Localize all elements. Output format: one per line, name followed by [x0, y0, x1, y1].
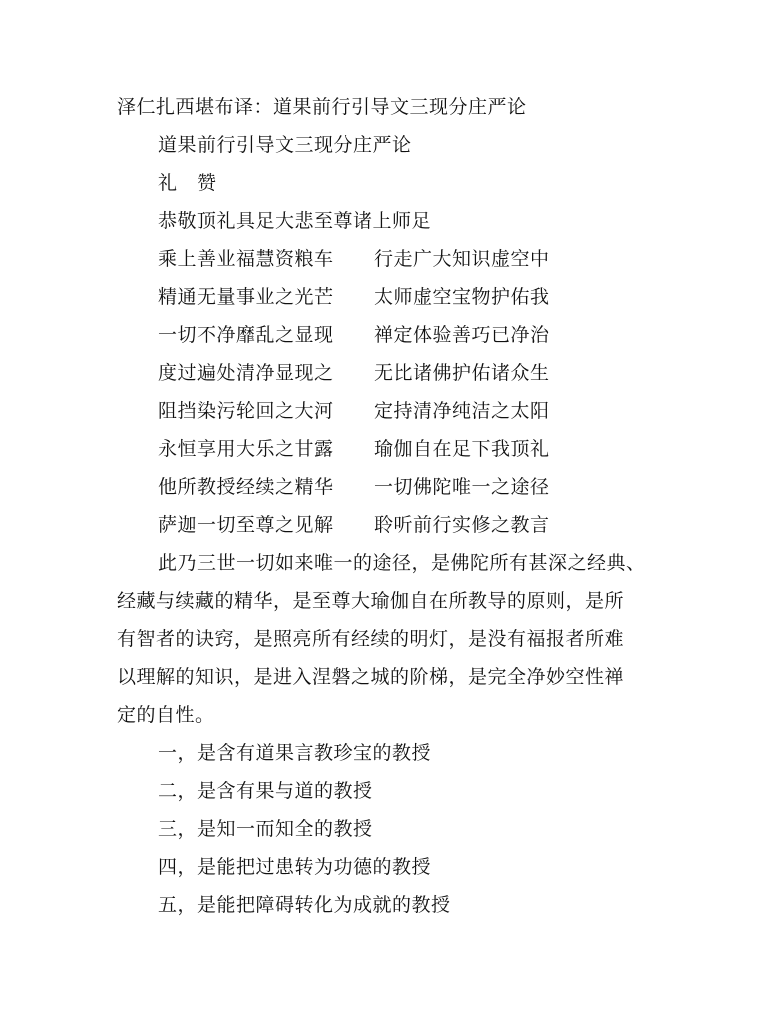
verse-line — [158, 399, 550, 423]
verse-first-half: 永恒享用大乐之甘露 — [158, 438, 334, 460]
verse-second-half: 无比诸佛护佑诸众生 — [374, 362, 550, 384]
verse-line — [158, 247, 550, 271]
list-item: 五，是能把障碍转化为成就的教授 — [158, 894, 451, 916]
document-header: 泽仁扎西堪布译：道果前行引导文三现分庄严论 — [117, 96, 527, 118]
verse-first-half: 阻挡染污轮回之大河 — [158, 400, 334, 422]
homage-line: 恭敬顶礼具足大悲至尊诸上师足 — [158, 210, 432, 232]
verse-first-half: 一切不净靡乱之显现 — [158, 324, 334, 346]
verse-first-half: 乘上善业福慧资粮车 — [158, 248, 334, 270]
paragraph-line: 经藏与续藏的精华，是至尊大瑜伽自在所教导的原则，是所 — [117, 590, 625, 612]
verse-line — [158, 323, 550, 347]
paragraph-line: 以理解的知识，是进入涅磐之城的阶梯，是完全净妙空性禅 — [117, 666, 625, 688]
list-item: 四，是能把过患转为功德的教授 — [158, 856, 432, 878]
paragraph-line: 定的自性。 — [117, 704, 215, 726]
paragraph-line: 此乃三世一切如来唯一的途径，是佛陀所有甚深之经典、 — [158, 552, 646, 574]
verse-second-half: 太师虚空宝物护佑我 — [374, 286, 550, 308]
verse-first-half: 他所教授经续之精华 — [158, 476, 334, 498]
verse-second-half: 聆听前行实修之教言 — [374, 514, 550, 536]
verse-line — [158, 285, 550, 309]
verse-line — [158, 475, 550, 499]
document-title: 道果前行引导文三现分庄严论 — [158, 134, 412, 156]
verse-second-half: 禅定体验善巧已净治 — [374, 324, 550, 346]
verse-second-half: 定持清净纯洁之太阳 — [374, 400, 550, 422]
verse-second-half: 一切佛陀唯一之途径 — [374, 476, 550, 498]
verse-line — [158, 361, 550, 385]
verse-line — [158, 437, 550, 461]
verse-first-half: 精通无量事业之光芒 — [158, 286, 334, 308]
verse-first-half: 萨迦一切至尊之见解 — [158, 514, 334, 536]
salutation-heading: 礼 赞 — [158, 172, 217, 194]
verse-first-half: 度过遍处清净显现之 — [158, 362, 334, 384]
paragraph-line: 有智者的诀窍，是照亮所有经续的明灯，是没有福报者所难 — [117, 628, 625, 650]
verse-second-half: 行走广大知识虚空中 — [374, 248, 550, 270]
verse-second-half: 瑜伽自在足下我顶礼 — [374, 438, 550, 460]
list-item: 二，是含有果与道的教授 — [158, 780, 373, 802]
list-item: 一，是含有道果言教珍宝的教授 — [158, 742, 432, 764]
list-item: 三，是知一而知全的教授 — [158, 818, 373, 840]
verse-line — [158, 513, 550, 537]
